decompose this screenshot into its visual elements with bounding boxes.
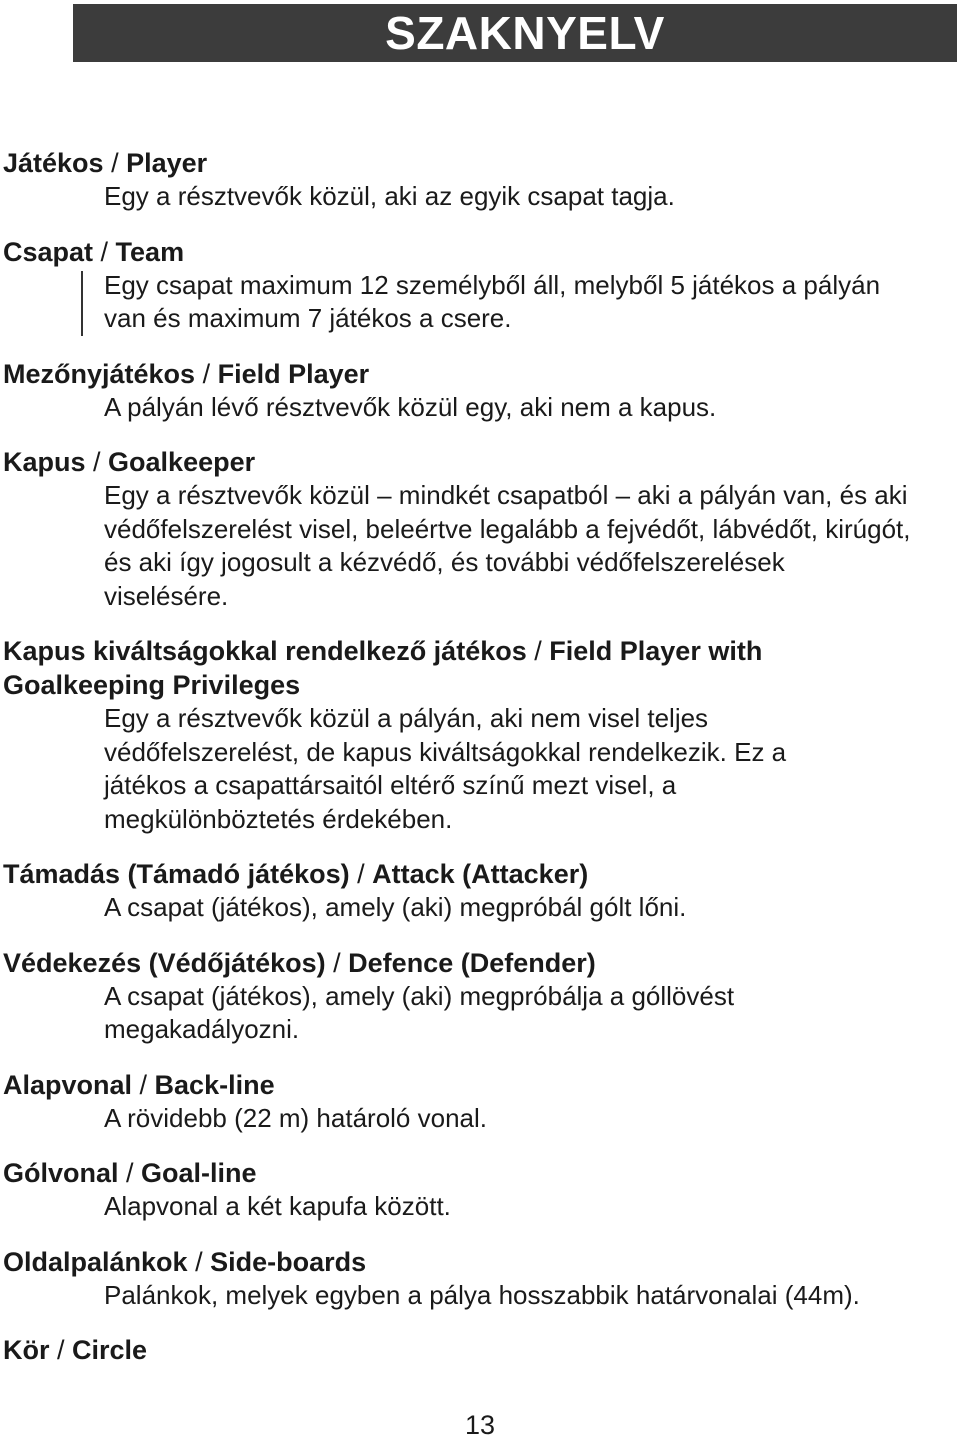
glossary-definition: A csapat (játékos), amely (aki) megpróbál gólt lőni. [104, 892, 687, 922]
glossary-term [3, 857, 953, 891]
glossary-definition: Palánkok, melyek egyben a pálya hosszabbik határvonalai (44m). [104, 1279, 860, 1310]
glossary-definition: Egy csapat maximum 12 személyből áll, melyből 5 játékos a pályán van és maximum 7 játékos a csere. [104, 269, 881, 333]
term-hungarian: Kapus [3, 447, 86, 477]
term-separator: / [118, 1158, 142, 1188]
glossary-term [3, 146, 953, 180]
term-english: Goalkeeper [108, 447, 256, 477]
glossary-term [3, 357, 953, 391]
header-bar [73, 4, 957, 62]
page-number: 13 [464, 1410, 496, 1440]
term-english: Circle [72, 1335, 148, 1365]
term-hungarian: Mezőnyjátékos [3, 358, 196, 389]
term-separator: / [526, 636, 550, 666]
glossary-entry [3, 857, 953, 925]
term-hungarian: Alapvonal [3, 1069, 133, 1100]
term-separator: / [103, 148, 127, 178]
glossary-definition: A rövidebb (22 m) határoló vonal. [104, 1102, 487, 1133]
glossary-entry [3, 235, 953, 336]
glossary-entry [3, 1156, 953, 1224]
glossary-term [3, 946, 953, 980]
term-separator: / [195, 358, 218, 389]
glossary-definition: Alapvonal a két kapufa között. [104, 1191, 451, 1221]
term-english: Defence (Defender) [348, 947, 596, 978]
glossary-definition: Egy a résztvevők közül – mindkét csapatból – aki a pályán van, és aki védőfelszerelést visel, beleértve legalább a fejvédőt, lábvédőt, kirúgót, és aki így jogosult a kézvédő, és további védőfelszerelések viselésére. [104, 480, 911, 611]
term-hungarian: Oldalpalánkok [3, 1246, 188, 1277]
glossary-entry [3, 1245, 953, 1313]
term-separator: / [325, 947, 349, 978]
revision-change-bar [81, 271, 83, 336]
glossary-term [3, 634, 843, 702]
glossary-list [3, 146, 953, 1367]
term-english: Player [126, 148, 208, 178]
glossary-term [3, 445, 953, 479]
term-hungarian: Kapus kiváltságokkal rendelkező játékos [3, 636, 527, 666]
glossary-definition: A pályán lévő résztvevők közül egy, aki nem a kapus. [104, 391, 717, 422]
term-separator: / [49, 1335, 73, 1365]
glossary-definition: Egy a résztvevők közül, aki az egyik csapat tagja. [104, 181, 675, 211]
glossary-term [3, 235, 953, 269]
glossary-term [3, 1333, 953, 1367]
term-separator: / [132, 1069, 155, 1100]
glossary-entry [3, 634, 953, 836]
term-hungarian: Kör [3, 1335, 50, 1365]
term-hungarian: Támadás (Támadó játékos) [3, 859, 350, 889]
glossary-entry [3, 357, 953, 425]
glossary-definition: Egy a résztvevők közül a pályán, aki nem visel teljes védőfelszerelést, de kapus kiváltságokkal rendelkezik. Ez a játékos a csapattársaitól eltérő színű mezt visel, a megkülönböztetés érdekében. [104, 703, 787, 834]
term-separator: / [349, 859, 373, 889]
term-separator: / [187, 1246, 211, 1277]
glossary-term [3, 1068, 953, 1102]
glossary-entry [3, 1068, 953, 1136]
glossary-term [3, 1156, 953, 1190]
term-english: Field Player with Goalkeeping Privileges [3, 636, 763, 700]
term-hungarian: Védekezés (Védőjátékos) [3, 947, 326, 978]
term-english: Goal-line [141, 1158, 257, 1188]
glossary-definition: A csapat (játékos), amely (aki) megpróbálja a góllövést megakadályozni. [104, 980, 735, 1044]
term-english: Side-boards [210, 1246, 367, 1277]
term-english: Field Player [217, 358, 370, 389]
term-hungarian: Csapat [3, 236, 94, 267]
term-separator: / [85, 447, 109, 477]
glossary-term [3, 1245, 953, 1279]
term-separator: / [93, 236, 116, 267]
term-hungarian: Játékos [3, 148, 104, 178]
term-hungarian: Gólvonal [3, 1158, 119, 1188]
term-english: Team [115, 236, 185, 267]
glossary-entry [3, 946, 953, 1047]
glossary-entry [3, 445, 953, 613]
glossary-entry [3, 146, 953, 214]
term-english: Back-line [154, 1069, 275, 1100]
glossary-entry [3, 1333, 953, 1367]
page-title: SZAKNYELV [385, 7, 665, 59]
term-english: Attack (Attacker) [372, 859, 589, 889]
glossary-definition-wrap [3, 269, 953, 336]
